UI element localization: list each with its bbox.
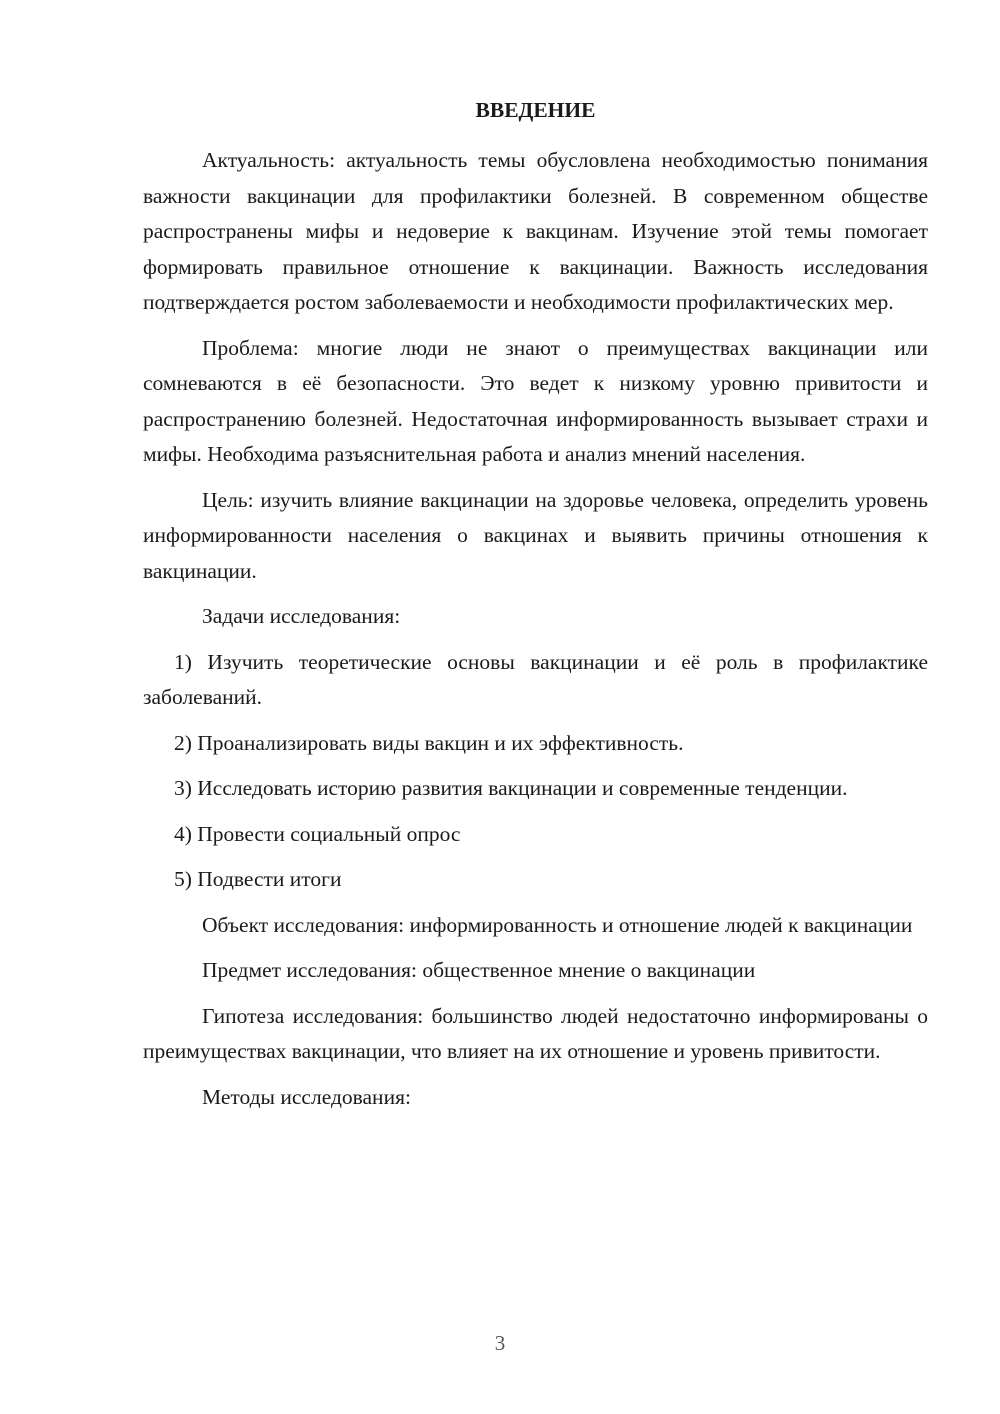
page-number: 3 xyxy=(494,1331,506,1355)
task-item-1: 1) Изучить теоретические основы вакцинации и её роль в профилактике заболеваний. xyxy=(143,649,928,709)
tasks-heading: Задачи исследования: xyxy=(202,604,401,628)
subject-paragraph: Предмет исследования: общественное мнение о вакцинации xyxy=(202,958,756,982)
document-page xyxy=(143,92,928,1125)
problem-paragraph: Проблема: многие люди не знают о преимуществах вакцинации или сомневаются в её безопасности. Это ведет к низкому уровню привитости и распространению болезней. Недостаточная информированность вызывает страхи и мифы. Необходима разъяснительная работа и анализ мнений населения. xyxy=(143,335,928,466)
task-item-4: 4) Провести социальный опрос xyxy=(174,821,461,846)
page-title: ВВЕДЕНИЕ xyxy=(475,98,596,122)
object-paragraph: Объект исследования: информированность и отношение людей к вакцинации xyxy=(202,912,913,937)
task-item-2: 2) Проанализировать виды вакцин и их эффективность. xyxy=(174,730,684,755)
methods-heading: Методы исследования: xyxy=(202,1084,411,1109)
hypothesis-paragraph: Гипотеза исследования: большинство людей недостаточно информированы о преимуществах вакцинации, что влияет на их отношение и уровень привитости. xyxy=(143,1003,928,1063)
task-item-3: 3) Исследовать историю развития вакцинации и современные тенденции. xyxy=(174,776,848,800)
goal-paragraph: Цель: изучить влияние вакцинации на здоровье человека, определить уровень информированности населения о вакцинах и выявить причины отношения к вакцинации. xyxy=(143,487,928,583)
task-item-5: 5) Подвести итоги xyxy=(174,867,342,891)
relevance-paragraph: Актуальность: актуальность темы обусловлена необходимостью понимания важности вакцинации для профилактики болезней. В современном обществе распространены мифы и недоверие к вакцинам. Изучение этой темы помогает формировать правильное отношение к вакцинации. Важность исследования подтверждается ростом заболеваемости и необходимости профилактических мер. xyxy=(143,148,928,314)
